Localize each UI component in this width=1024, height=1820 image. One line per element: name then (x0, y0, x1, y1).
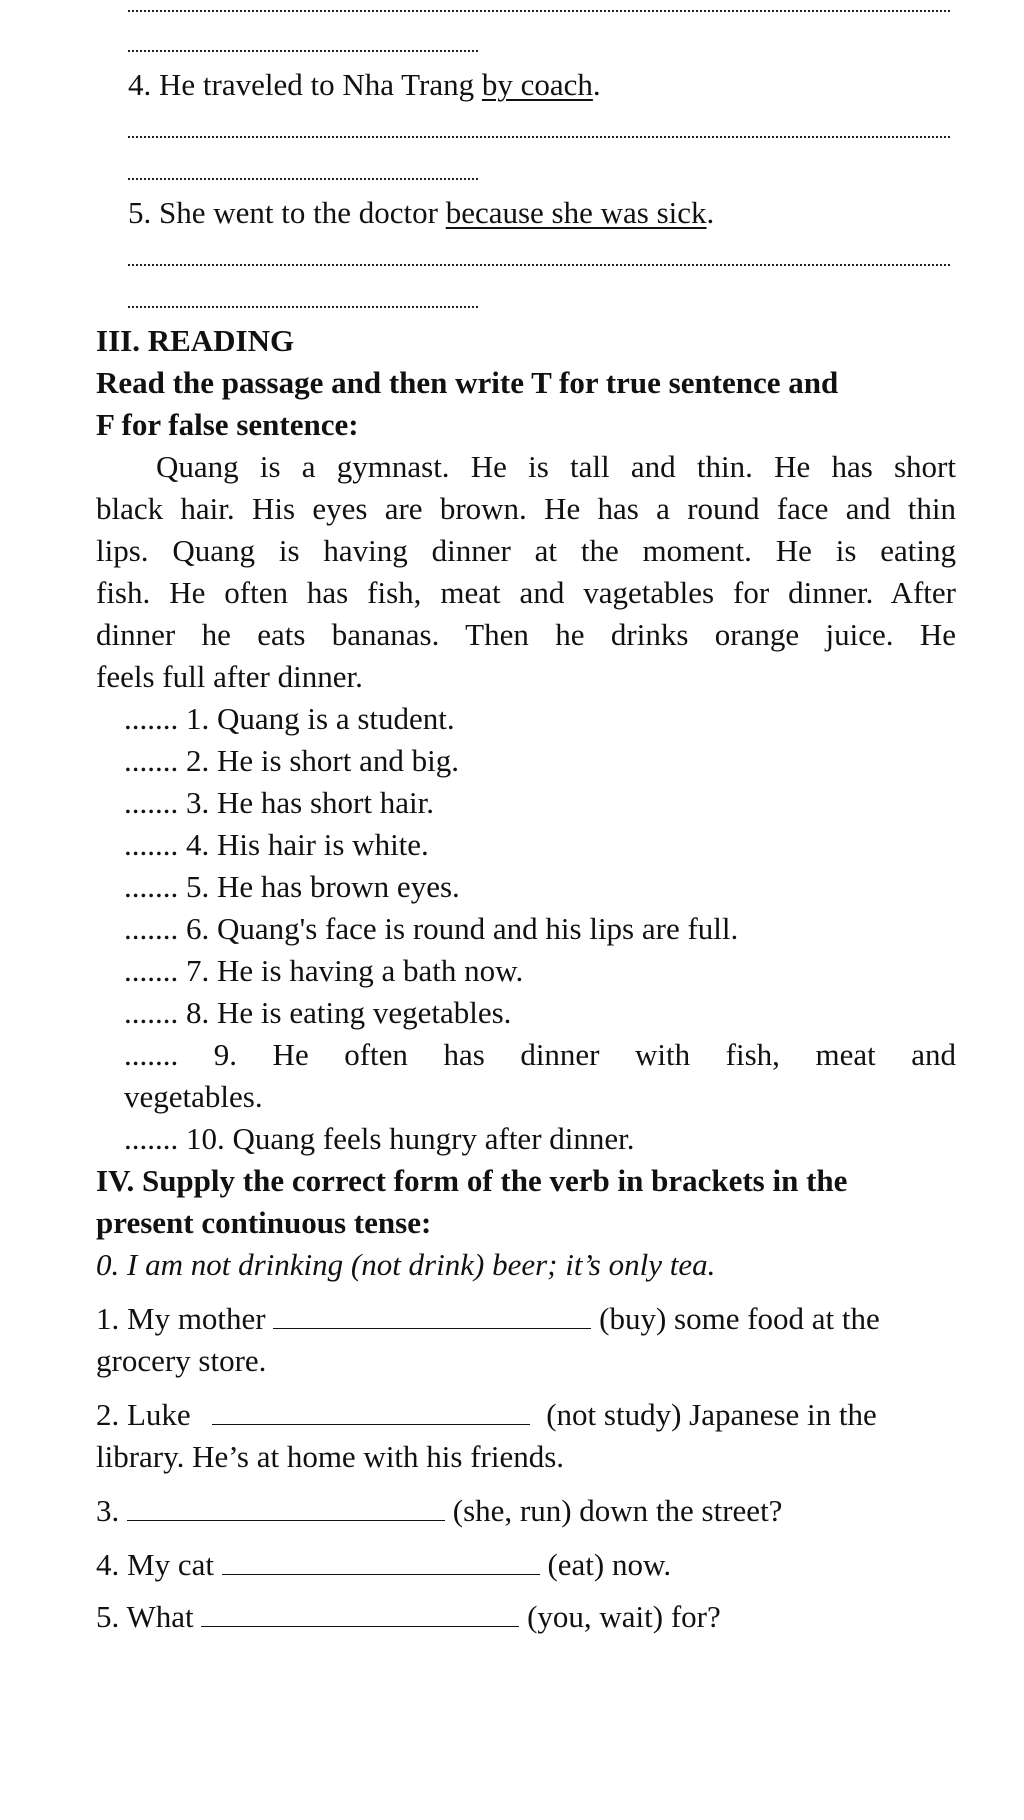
grammar-item (96, 1596, 721, 1638)
grammar-heading: present continuous tense: (96, 1205, 432, 1240)
grammar-item-cont: library. He’s at home with his friends. (96, 1439, 565, 1474)
tf-statement-cont: vegetables. (124, 1079, 263, 1114)
grammar-item (96, 1544, 671, 1586)
underlined-phrase: by coach (481, 67, 593, 102)
answer-blank[interactable] (201, 1596, 519, 1627)
question-period: . (706, 195, 715, 230)
rewrite-question-5 (128, 192, 714, 234)
tf-statement: ....... 10. Quang feels hungry after dinner. (124, 1121, 635, 1156)
tf-statement: ....... 2. He is short and big. (124, 743, 459, 778)
grammar-item (96, 1394, 956, 1436)
tf-statement: ....... 1. Quang is a student. (124, 701, 455, 736)
passage-line: dinner he eats bananas. Then he drinks orange juice. He (96, 617, 956, 652)
item-prefix: 5. What (96, 1599, 194, 1634)
answer-line (128, 10, 950, 12)
reading-instruction: F for false sentence: (96, 407, 359, 442)
tf-statement: ....... 4. His hair is white. (124, 827, 429, 862)
item-prefix: 3. (96, 1493, 120, 1528)
grammar-item-cont: grocery store. (96, 1343, 267, 1378)
item-prefix: 2. Luke (96, 1397, 191, 1432)
answer-blank[interactable] (127, 1490, 445, 1521)
grammar-heading: IV. Supply the correct form of the verb in brackets in the (96, 1163, 848, 1198)
underlined-phrase: because she was sick (445, 195, 707, 230)
reading-instruction: Read the passage and then write T for true sentence and (96, 365, 839, 400)
tf-statement: ....... 9. He often has dinner with fish, meat and (124, 1037, 956, 1072)
answer-blank[interactable] (273, 1298, 591, 1329)
tf-statement: ....... 3. He has short hair. (124, 785, 434, 820)
tf-statement: ....... 6. Quang's face is round and his lips are full. (124, 911, 739, 946)
answer-line-short (128, 306, 478, 308)
answer-line (128, 136, 950, 138)
answer-line (128, 264, 950, 266)
question-period: . (592, 67, 601, 102)
passage-line: lips. Quang is having dinner at the moment. He is eating (96, 533, 956, 568)
passage-line: fish. He often has fish, meat and vagetables for dinner. After (96, 575, 956, 610)
passage-line: Quang is a gymnast. He is tall and thin. He has short (156, 449, 956, 484)
passage-line: black hair. His eyes are brown. He has a round face and thin (96, 491, 956, 526)
item-prefix: 1. My mother (96, 1301, 266, 1336)
tf-statement: ....... 7. He is having a bath now. (124, 953, 524, 988)
grammar-item (96, 1298, 956, 1340)
tf-statement: ....... 8. He is eating vegetables. (124, 995, 512, 1030)
item-suffix: (buy) some food at the (599, 1301, 880, 1336)
answer-line-short (128, 178, 478, 180)
item-prefix: 4. My cat (96, 1547, 214, 1582)
passage-line: feels full after dinner. (96, 659, 363, 694)
item-suffix: (eat) now. (547, 1547, 672, 1582)
rewrite-question-4 (128, 64, 601, 106)
question-text: He traveled to Nha Trang (159, 67, 482, 102)
tf-statement: ....... 5. He has brown eyes. (124, 869, 460, 904)
question-number: 4. (128, 67, 152, 102)
answer-line-short (128, 50, 478, 52)
reading-heading: III. READING (96, 323, 295, 358)
question-number: 5. (128, 195, 152, 230)
question-text: She went to the doctor (159, 195, 446, 230)
item-suffix: (you, wait) for? (527, 1599, 721, 1634)
item-suffix: (not study) Japanese in the (546, 1397, 877, 1432)
item-suffix: (she, run) down the street? (452, 1493, 783, 1528)
answer-blank[interactable] (222, 1544, 540, 1575)
answer-blank[interactable] (212, 1394, 530, 1425)
grammar-item (96, 1490, 782, 1532)
grammar-example: 0. I am not drinking (not drink) beer; it’s only tea. (96, 1247, 716, 1282)
